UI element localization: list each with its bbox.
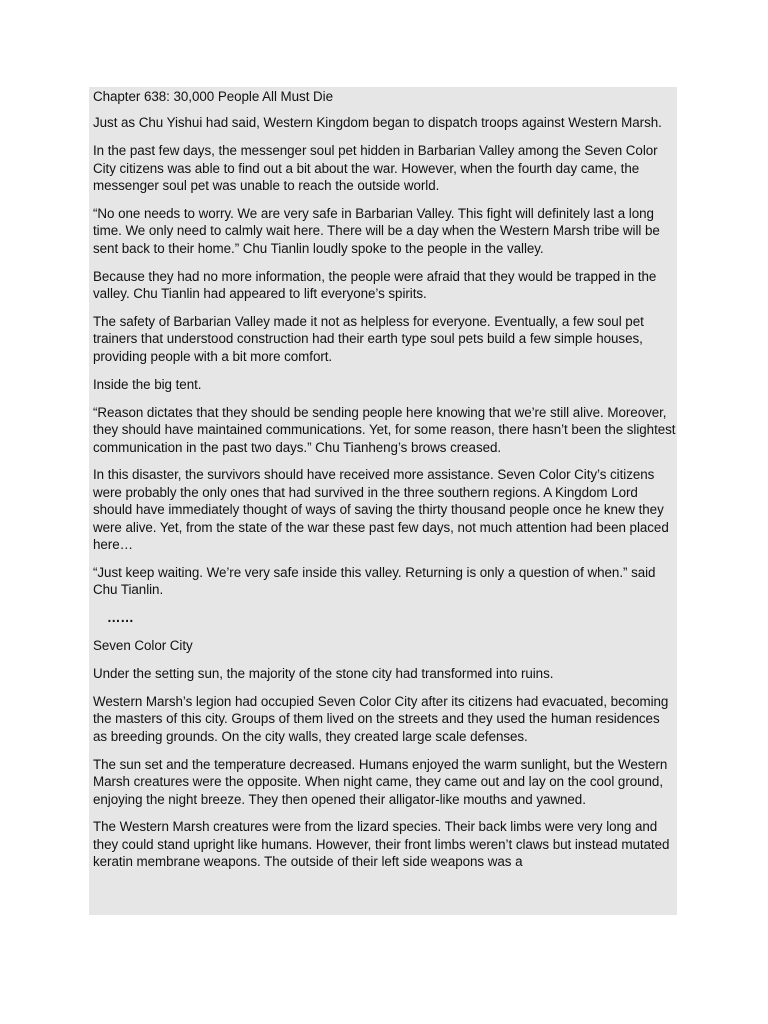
paragraph: The safety of Barbarian Valley made it not as helpless for everyone. Eventually, a few soul pet trainers that understood construction had their earth type soul pets build a few simple houses, providing people with a bit more comfort. [93, 314, 644, 364]
paragraph: Seven Color City [93, 638, 193, 654]
document-page [89, 87, 677, 915]
paragraph: Because they had no more information, the people were afraid that they would be trapped in the valley. Chu Tianlin had appeared to lift everyone’s spirits. [93, 268, 657, 302]
scene-break: …… [107, 610, 134, 626]
paragraph: “No one needs to worry. We are very safe in Barbarian Valley. This fight will definitely last a long time. We only need to calmly wait here. There will be a day when the Western Marsh tribe will be sent back to their home.” Chu Tianlin loudly spoke to the people in the valley. [93, 206, 660, 256]
document-body [89, 87, 677, 871]
paragraph: Inside the big tent. [93, 376, 202, 392]
paragraph: “Reason dictates that they should be sending people here knowing that we’re still alive. Moreover, they should have maintained communications. Yet, for some reason, there hasn’t been the slightest communication in the past two days.” Chu Tianheng’s brows creased. [93, 404, 676, 455]
paragraph: “Just keep waiting. We’re very safe inside this valley. Returning is only a question of when.” said Chu Tianlin. [93, 564, 656, 598]
paragraph: In this disaster, the survivors should have received more assistance. Seven Color City’s citizens were probably the only ones that had survived in the three southern regions. A Kingdom Lord should have immediately thought of ways of saving the thirty thousand people once he knew they were alive. Yet, from the state of the war these past few days, not much attention had been placed here… [93, 467, 669, 553]
chapter-title: Chapter 638: 30,000 People All Must Die [93, 89, 333, 104]
paragraph: The sun set and the temperature decreased. Humans enjoyed the warm sunlight, but the Western Marsh creatures were the opposite. When night came, they came out and lay on the cool ground, enjoying the night breeze. They then opened their alligator-like mouths and yawned. [93, 756, 668, 807]
paragraph: Under the setting sun, the majority of the stone city had transformed into ruins. [93, 666, 554, 682]
paragraph: The Western Marsh creatures were from the lizard species. Their back limbs were very long and they could stand upright like humans. However, their front limbs weren’t claws but instead mutated keratin membrane weapons. The outside of their left side weapons was a [93, 819, 670, 870]
paragraph: Just as Chu Yishui had said, Western Kingdom began to dispatch troops against Western Marsh. [93, 115, 662, 131]
paragraph: Western Marsh’s legion had occupied Seven Color City after its citizens had evacuated, becoming the masters of this city. Groups of them lived on the streets and they used the human residences as breeding grounds. On the city walls, they created large scale defenses. [93, 693, 669, 744]
paragraph: In the past few days, the messenger soul pet hidden in Barbarian Valley among the Seven Color City citizens was able to find out a bit about the war. However, when the fourth day came, the messenger soul pet was unable to reach the outside world. [93, 143, 658, 194]
